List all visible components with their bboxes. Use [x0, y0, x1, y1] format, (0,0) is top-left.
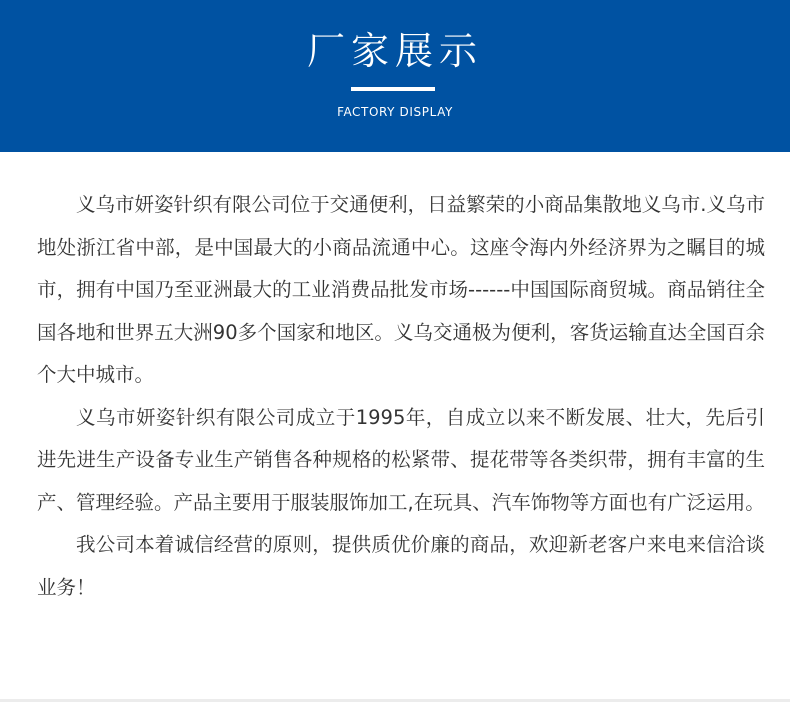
paragraph-invitation: 我公司本着诚信经营的原则，提供质优价廉的商品，欢迎新老客户来电来信洽谈业务！: [37, 533, 765, 599]
paragraph-location: 义乌市妍姿针织有限公司位于交通便利，日益繁荣的小商品集散地义乌市.义乌市地处浙江省中部，是中国最大的小商品流通中心。这座令海内外经济界为之瞩目的城市，拥有中国乃至亚洲最大的工业消费品批发市场------中国国际商贸城。商品销往全国各地和世界五大洲90多个国家和地区。义乌交通极为便利，客货运输直达全国百余个大中城市。: [37, 193, 765, 386]
page-subtitle: FACTORY DISPLAY: [337, 105, 453, 119]
page-title: 厂家展示: [306, 29, 483, 73]
paragraph-history: 义乌市妍姿针织有限公司成立于1995年，自成立以来不断发展、壮大，先后引进先进生产设备专业生产销售各种规格的松紧带、提花带等各类织带，拥有丰富的生产、管理经验。产品主要用于服装服饰加工,在玩具、汽车饰物等方面也有广泛运用。: [37, 405, 765, 514]
header-banner: [0, 0, 790, 152]
company-description: [37, 184, 765, 609]
title-underline: [351, 87, 435, 91]
